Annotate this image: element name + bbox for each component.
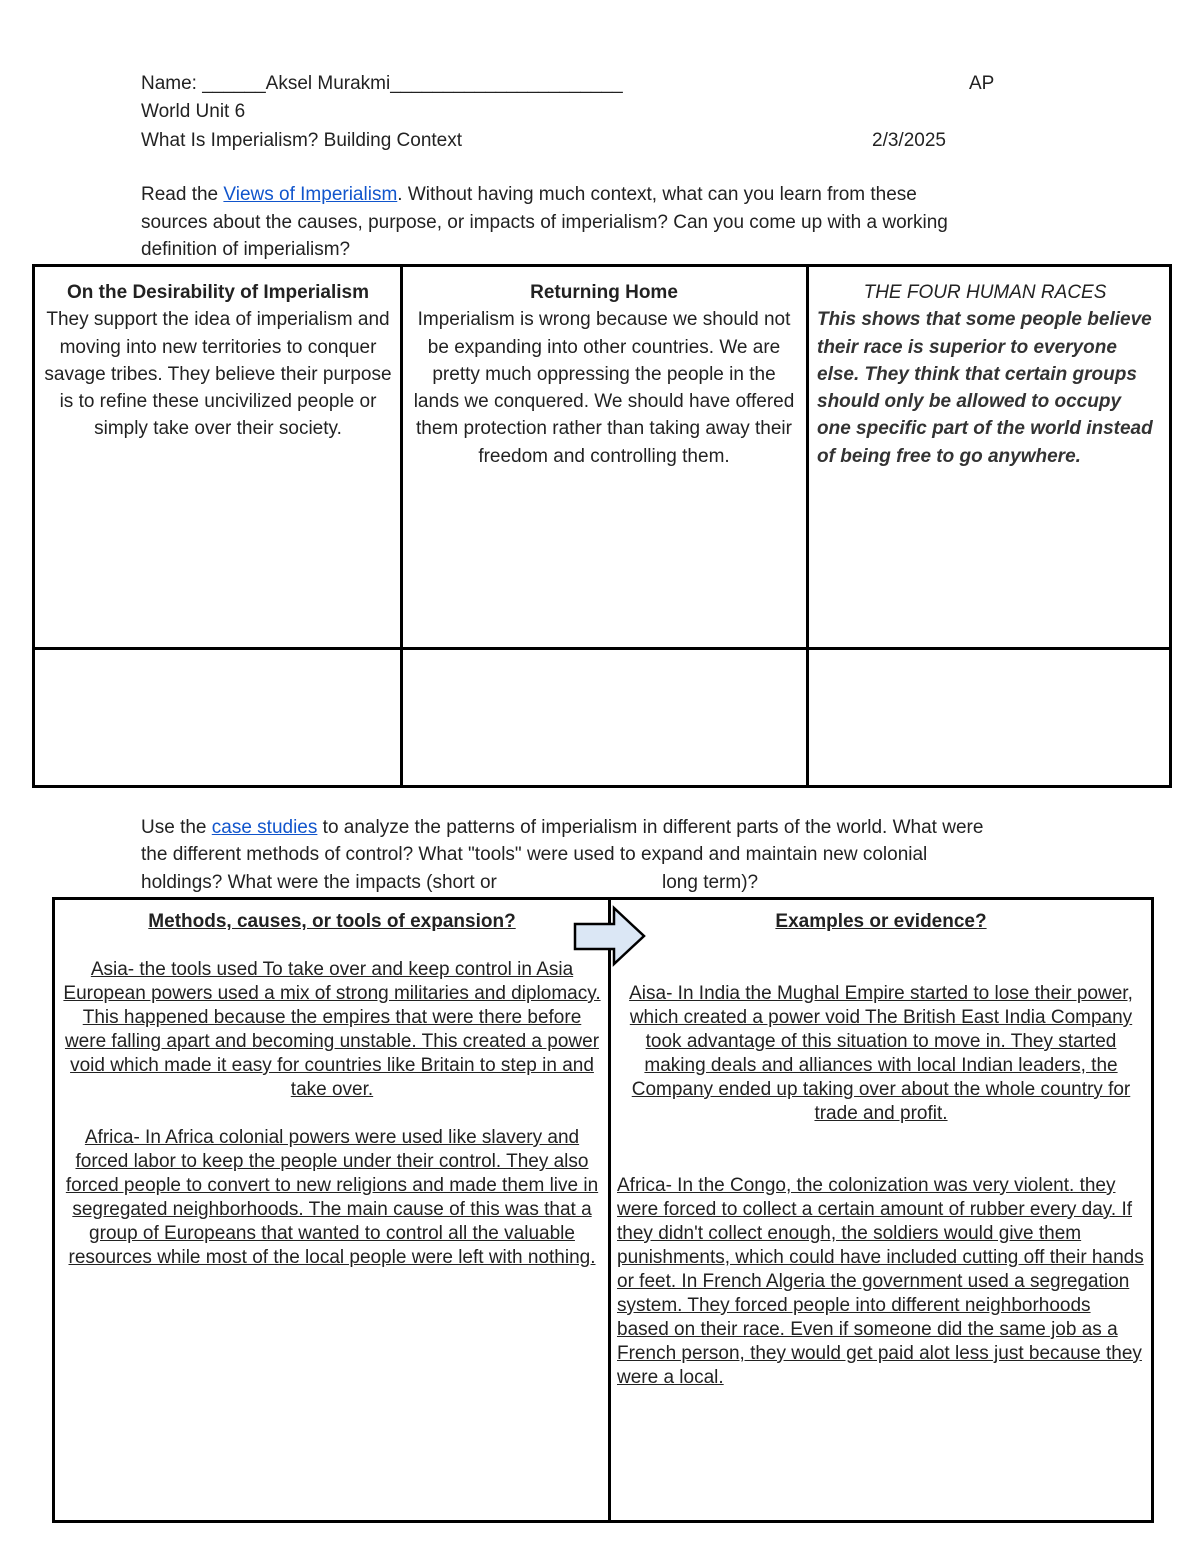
methods-africa: Africa- In Africa colonial powers were used like slavery and forced labor to keep the people under their control. They also forced people to convert to new religions and made them live in segregated neighborhoods. The main cause of this was that a group of Europeans that wanted to control all the valuable resources while most of the local people were left with nothing. <box>65 1127 599 1268</box>
prompt1-line2: sources about the causes, purpose, or impacts of imperialism? Can you come up with a working <box>141 212 948 233</box>
methods-asia: Asia- the tools used To take over and keep control in Asia European powers used a mix of strong militaries and diplomacy. This happened because the empires that were there before were falling apart and becoming unstable. This created a power void which made it easy for countries like Britain to step in and take over. <box>63 959 601 1100</box>
returning-home-cell[interactable] <box>410 279 798 470</box>
examples-column[interactable] <box>617 910 1145 1390</box>
views-table <box>32 264 1172 788</box>
analysis-table <box>52 897 1154 1523</box>
methods-heading: Methods, causes, or tools of expansion? <box>148 911 516 932</box>
four-races-heading: THE FOUR HUMAN RACES <box>863 282 1107 303</box>
unit-label: World Unit 6 <box>141 101 246 122</box>
prompt1-line3: definition of imperialism? <box>141 239 351 260</box>
course-label: AP <box>969 73 995 94</box>
desirability-cell[interactable] <box>43 279 393 443</box>
column-divider <box>806 267 809 785</box>
prompt1-text: Read the <box>141 184 224 205</box>
column-divider <box>608 900 611 1520</box>
prompt2-text-cont: to analyze the patterns of imperialism in different parts of the world. What were <box>317 817 984 838</box>
prompt2-line2: the different methods of control? What "tools" were used to expand and maintain new colonial <box>141 844 928 865</box>
returning-home-answer: Imperialism is wrong because we should not be expanding into other countries. We are pretty much oppressing the people in the lands we conquered. We should have offered them protection rather than taking away their freedom and controlling them. <box>413 309 795 467</box>
page-title: What Is Imperialism? Building Context <box>141 130 463 151</box>
case-studies-link[interactable]: case studies <box>211 817 318 838</box>
views-of-imperialism-link[interactable]: Views of Imperialism <box>223 184 398 205</box>
returning-home-heading: Returning Home <box>530 282 678 303</box>
prompt2-line3a: holdings? What were the impacts (short or <box>141 872 497 893</box>
prompt2-text: Use the <box>141 817 212 838</box>
desirability-answer: They support the idea of imperialism and moving into new territories to conquer savage tribes. They believe their purpose is to refine these uncivilized people or simply take over their society. <box>44 309 392 440</box>
prompt1-text-cont: . Without having much context, what can you learn from these <box>397 184 917 205</box>
prompt2-line3b: long term)? <box>662 872 759 893</box>
four-races-cell[interactable] <box>817 279 1153 470</box>
row-divider <box>35 647 1169 650</box>
examples-asia: Aisa- In India the Mughal Empire started to lose their power, which created a power void The British East India Company took advantage of this situation to move in. They started making deals and alliances with local Indian leaders, the Company ended up taking over about the whole country for trade and profit. <box>629 983 1133 1124</box>
examples-heading: Examples or evidence? <box>775 911 987 932</box>
prompt2-line1 <box>141 814 983 842</box>
four-races-answer: This shows that some people believe their race is superior to everyone else. They think that certain groups should only be allowed to occupy one specific part of the world instead of being free to go anywhere. <box>817 309 1153 467</box>
right-arrow-icon <box>573 905 649 969</box>
name-line: Name: ______Aksel Murakmi______________________ <box>141 73 623 94</box>
column-divider <box>400 267 403 785</box>
desirability-heading: On the Desirability of Imperialism <box>67 282 369 303</box>
prompt1-line1 <box>141 181 917 209</box>
examples-africa: Africa- In the Congo, the colonization was very violent. they were forced to collect a certain amount of rubber every day. If they didn't collect enough, the soldiers would give them punishments, which could have included cutting off their hands or feet. In French Algeria the government used a segregation system. They forced people into different neighborhoods based on their race. Even if someone did the same job as a French person, they would get paid alot less just because they were a local. <box>617 1175 1144 1388</box>
date-label: 2/3/2025 <box>872 130 946 151</box>
methods-column[interactable] <box>63 910 601 1270</box>
